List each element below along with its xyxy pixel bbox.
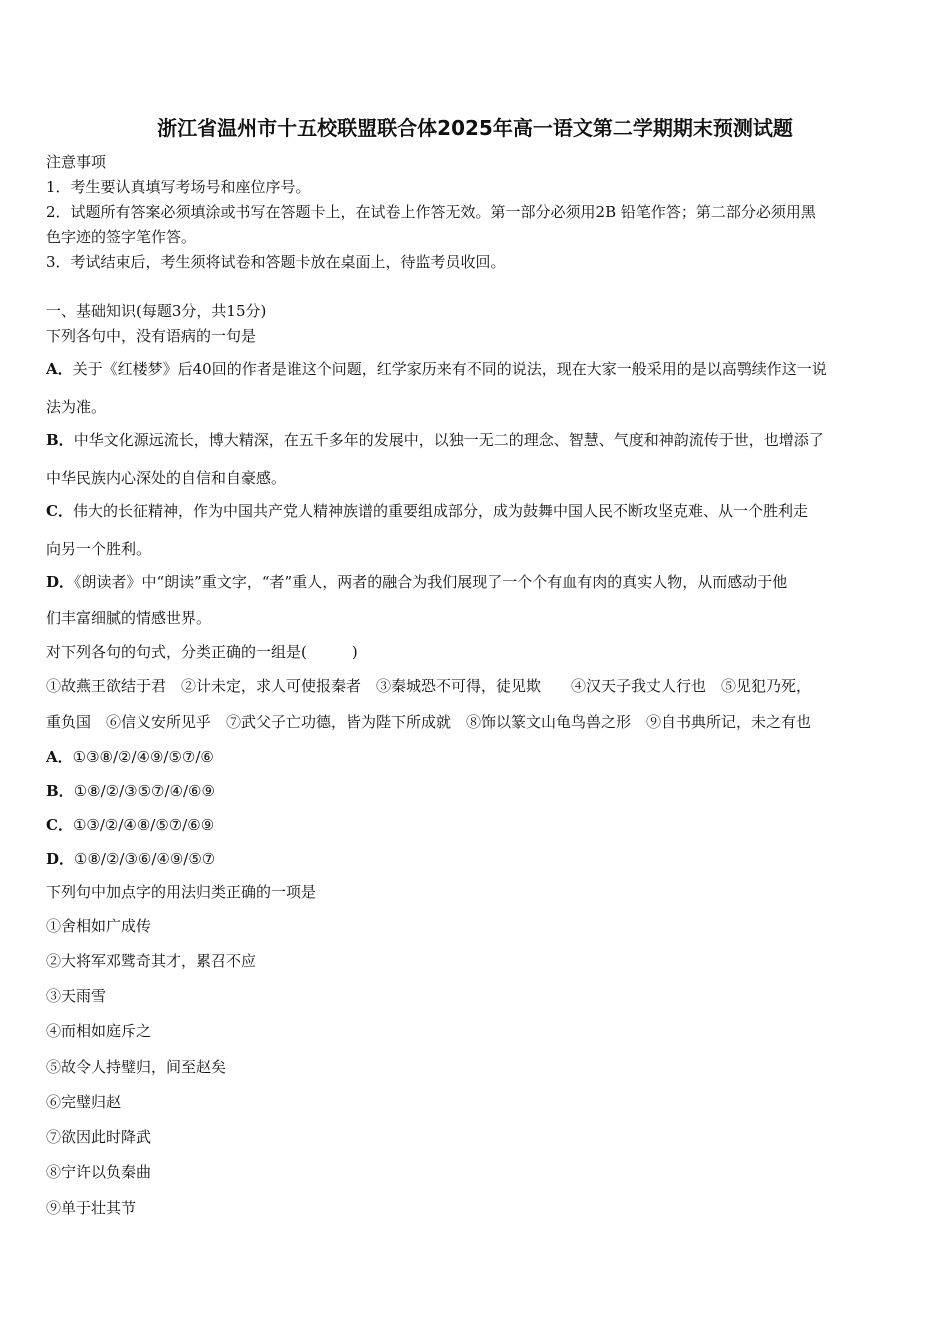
option-text: ①⑧/②/③⑥/④⑨/⑤⑦ bbox=[74, 850, 216, 868]
q3-item: ⑧宁许以负秦曲 bbox=[46, 1163, 152, 1181]
q3-item: ④而相如庭斥之 bbox=[46, 1022, 152, 1040]
q1-option-b bbox=[46, 429, 908, 451]
option-text: 伟大的长征精神，作为中国共产党人精神族谱的重要组成部分，成为鼓舞中国人民不断攻坚克难、从一个胜利走 bbox=[72, 502, 808, 520]
q3-item: ⑦欲因此时降武 bbox=[46, 1128, 152, 1146]
option-text: ①⑧/②/③⑤⑦/④/⑥⑨ bbox=[73, 782, 215, 800]
q3-item: ⑨单于壮其节 bbox=[46, 1199, 137, 1217]
q1-option-d bbox=[46, 571, 908, 593]
option-letter: A． bbox=[46, 360, 73, 378]
option-text: ①③⑧/②/④⑨/⑤⑦/⑥ bbox=[72, 748, 214, 766]
notice-item-2-cont: 色字迹的签字笔作答。 bbox=[46, 228, 197, 246]
notice-item-2: 2．试题所有答案必须填涂或书写在答题卡上，在试卷上作答无效。第一部分必须用2B 铅笔作答；第二部分必须用黑 bbox=[46, 203, 816, 221]
q1-option-d-cont: 们丰富细腻的情感世界。 bbox=[46, 609, 212, 627]
q3-item: ①舍相如广成传 bbox=[46, 917, 152, 935]
q1-option-c bbox=[46, 500, 908, 522]
option-letter: B． bbox=[46, 782, 74, 800]
q1-option-a-cont: 法为准。 bbox=[46, 398, 107, 416]
q2-sentences-cont: 重负国 ⑥信义安所见乎 ⑦武父子亡功德，皆为陛下所成就 ⑧饰以篆文山龟鸟兽之形 ⑨自书典所记，未之有也 bbox=[46, 713, 812, 731]
section-heading: 一、基础知识(每题3分，共15分) bbox=[46, 302, 267, 320]
option-text: ①③/②/④⑧/⑤⑦/⑥⑨ bbox=[72, 816, 215, 834]
q2-option-b bbox=[46, 780, 908, 802]
question-3-stem: 下列句中加点字的用法归类正确的一项是 bbox=[46, 883, 317, 901]
option-letter: B． bbox=[46, 431, 74, 449]
q2-option-c bbox=[46, 814, 908, 836]
q1-option-b-cont: 中华民族内心深处的自信和自豪感。 bbox=[46, 469, 287, 487]
option-text: 关于《红楼梦》后40回的作者是谁这个问题，红学家历来有不同的说法，现在大家一般采用的是以高鹗续作这一说 bbox=[72, 360, 827, 378]
page-title: 浙江省温州市十五校联盟联合体2025年高一语文第二学期期末预测试题 bbox=[157, 116, 793, 140]
q3-item: ⑤故令人持璧归，间至赵矣 bbox=[46, 1058, 227, 1076]
option-letter: A． bbox=[46, 748, 73, 766]
q1-option-c-cont: 向另一个胜利。 bbox=[46, 540, 152, 558]
notice-heading: 注意事项 bbox=[46, 153, 107, 171]
q2-option-a bbox=[46, 746, 908, 768]
question-2-stem: 对下列各句的句式，分类正确的一组是( ) bbox=[46, 643, 358, 661]
option-letter: C． bbox=[46, 816, 73, 834]
option-letter: D． bbox=[46, 573, 75, 591]
option-letter: C． bbox=[46, 502, 73, 520]
q2-option-d bbox=[46, 848, 908, 870]
option-letter: D． bbox=[46, 850, 75, 868]
notice-item-1: 1．考生要认真填写考场号和座位序号。 bbox=[46, 178, 311, 196]
option-text: 中华文化源远流长，博大精深，在五千多年的发展中，以独一无二的理念、智慧、气度和神韵流传于世，也增添了 bbox=[73, 431, 824, 449]
q3-item: ⑥完璧归赵 bbox=[46, 1093, 122, 1111]
q3-item: ③天雨雪 bbox=[46, 987, 107, 1005]
q3-item: ②大将军邓骘奇其才，累召不应 bbox=[46, 952, 257, 970]
question-1-stem: 下列各句中，没有语病的一句是 bbox=[46, 327, 257, 345]
q2-sentences: ①故燕王欲结于君 ②计未定，求人可使报秦者 ③秦城恐不可得，徒见欺 ④汉天子我丈人行也 ⑤见犯乃死， bbox=[46, 677, 812, 695]
q1-option-a bbox=[46, 358, 908, 380]
notice-item-3: 3．考试结束后，考生须将试卷和答题卡放在桌面上，待监考员收回。 bbox=[46, 253, 506, 271]
option-text: 《朗读者》中“朗读”重文字，“者”重人，两者的融合为我们展现了一个个有血有肉的真实人物，从而感动于他 bbox=[74, 573, 788, 591]
